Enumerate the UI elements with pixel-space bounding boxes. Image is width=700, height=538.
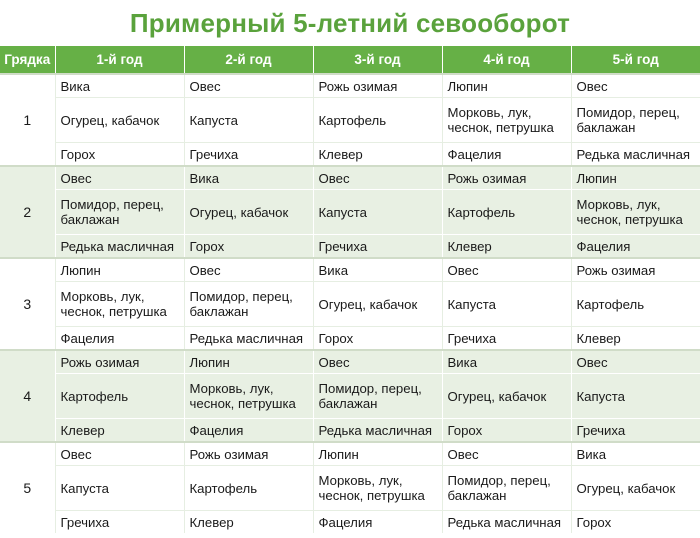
crop-cell: Овес xyxy=(571,74,700,98)
crop-cell: Клевер xyxy=(313,143,442,167)
crop-cell: Помидор, перец, баклажан xyxy=(442,466,571,511)
crop-cell: Фацелия xyxy=(571,235,700,259)
bed-group-3 xyxy=(0,258,700,350)
crop-cell: Гречиха xyxy=(313,235,442,259)
crop-cell: Люпин xyxy=(571,166,700,190)
table-row xyxy=(0,374,700,419)
header-year-2: 2-й год xyxy=(184,46,313,74)
header-year-4: 4-й год xyxy=(442,46,571,74)
header-year-3: 3-й год xyxy=(313,46,442,74)
crop-cell: Редька масличная xyxy=(55,235,184,259)
bed-group-2 xyxy=(0,166,700,258)
crop-cell: Картофель xyxy=(184,466,313,511)
crop-cell: Люпин xyxy=(184,350,313,374)
crop-cell: Редька масличная xyxy=(571,143,700,167)
crop-cell: Огурец, кабачок xyxy=(184,190,313,235)
crop-cell: Вика xyxy=(313,258,442,282)
table-row xyxy=(0,190,700,235)
crop-cell: Картофель xyxy=(313,98,442,143)
crop-cell: Помидор, перец, баклажан xyxy=(184,282,313,327)
crop-cell: Помидор, перец, баклажан xyxy=(571,98,700,143)
crop-cell: Люпин xyxy=(313,442,442,466)
bed-group-1 xyxy=(0,74,700,166)
crop-cell: Люпин xyxy=(442,74,571,98)
crop-cell: Овес xyxy=(442,442,571,466)
crop-cell: Морковь, лук, чеснок, петрушка xyxy=(55,282,184,327)
crop-cell: Горох xyxy=(313,327,442,351)
table-row xyxy=(0,419,700,443)
crop-cell: Морковь, лук, чеснок, петрушка xyxy=(184,374,313,419)
header-year-5: 5-й год xyxy=(571,46,700,74)
table-row xyxy=(0,258,700,282)
header-year-1: 1-й год xyxy=(55,46,184,74)
crop-cell: Огурец, кабачок xyxy=(313,282,442,327)
crop-rotation-table xyxy=(0,46,700,533)
crop-cell: Капуста xyxy=(313,190,442,235)
table-row xyxy=(0,235,700,259)
crop-cell: Редька масличная xyxy=(313,419,442,443)
crop-cell: Рожь озимая xyxy=(313,74,442,98)
crop-cell: Гречиха xyxy=(55,511,184,534)
bed-number: 2 xyxy=(0,166,55,258)
table-row xyxy=(0,143,700,167)
crop-cell: Гречиха xyxy=(442,327,571,351)
crop-cell: Горох xyxy=(442,419,571,443)
crop-cell: Картофель xyxy=(571,282,700,327)
bed-group-5 xyxy=(0,442,700,533)
crop-cell: Овес xyxy=(571,350,700,374)
crop-cell: Морковь, лук, чеснок, петрушка xyxy=(442,98,571,143)
crop-cell: Овес xyxy=(313,166,442,190)
crop-cell: Рожь озимая xyxy=(571,258,700,282)
table-row xyxy=(0,442,700,466)
crop-cell: Огурец, кабачок xyxy=(55,98,184,143)
crop-cell: Горох xyxy=(55,143,184,167)
crop-cell: Рожь озимая xyxy=(442,166,571,190)
crop-cell: Помидор, перец, баклажан xyxy=(55,190,184,235)
crop-cell: Морковь, лук, чеснок, петрушка xyxy=(571,190,700,235)
table-row xyxy=(0,166,700,190)
crop-cell: Горох xyxy=(571,511,700,534)
crop-cell: Овес xyxy=(55,166,184,190)
crop-cell: Картофель xyxy=(442,190,571,235)
crop-cell: Фацелия xyxy=(313,511,442,534)
crop-cell: Вика xyxy=(184,166,313,190)
crop-cell: Вика xyxy=(55,74,184,98)
crop-cell: Гречиха xyxy=(184,143,313,167)
bed-group-4 xyxy=(0,350,700,442)
crop-cell: Овес xyxy=(313,350,442,374)
page-title: Примерный 5-летний севооборот xyxy=(129,7,571,38)
crop-cell: Помидор, перец, баклажан xyxy=(313,374,442,419)
crop-cell: Фацелия xyxy=(184,419,313,443)
crop-cell: Редька масличная xyxy=(442,511,571,534)
crop-cell: Клевер xyxy=(184,511,313,534)
crop-cell: Гречиха xyxy=(571,419,700,443)
crop-cell: Клевер xyxy=(55,419,184,443)
crop-cell: Вика xyxy=(571,442,700,466)
bed-number: 3 xyxy=(0,258,55,350)
table-row xyxy=(0,466,700,511)
crop-cell: Редька масличная xyxy=(184,327,313,351)
bed-number: 5 xyxy=(0,442,55,533)
header-bed: Грядка xyxy=(0,46,55,74)
crop-cell: Капуста xyxy=(184,98,313,143)
crop-cell: Овес xyxy=(184,74,313,98)
table-row xyxy=(0,74,700,98)
crop-cell: Клевер xyxy=(571,327,700,351)
table-row xyxy=(0,350,700,374)
crop-cell: Люпин xyxy=(55,258,184,282)
crop-cell: Капуста xyxy=(55,466,184,511)
bed-number: 4 xyxy=(0,350,55,442)
crop-cell: Горох xyxy=(184,235,313,259)
crop-cell: Фацелия xyxy=(442,143,571,167)
crop-cell: Вика xyxy=(442,350,571,374)
table-row xyxy=(0,282,700,327)
crop-cell: Овес xyxy=(55,442,184,466)
crop-cell: Огурец, кабачок xyxy=(571,466,700,511)
crop-cell: Овес xyxy=(184,258,313,282)
crop-cell: Рожь озимая xyxy=(184,442,313,466)
crop-cell: Фацелия xyxy=(55,327,184,351)
crop-cell: Капуста xyxy=(442,282,571,327)
crop-cell: Огурец, кабачок xyxy=(442,374,571,419)
crop-cell: Клевер xyxy=(442,235,571,259)
table-row xyxy=(0,327,700,351)
bed-number: 1 xyxy=(0,74,55,166)
crop-cell: Морковь, лук, чеснок, петрушка xyxy=(313,466,442,511)
crop-cell: Рожь озимая xyxy=(55,350,184,374)
table-row xyxy=(0,511,700,534)
crop-cell: Картофель xyxy=(55,374,184,419)
header-row xyxy=(0,46,700,74)
crop-cell: Капуста xyxy=(571,374,700,419)
crop-cell: Овес xyxy=(442,258,571,282)
table-row xyxy=(0,98,700,143)
